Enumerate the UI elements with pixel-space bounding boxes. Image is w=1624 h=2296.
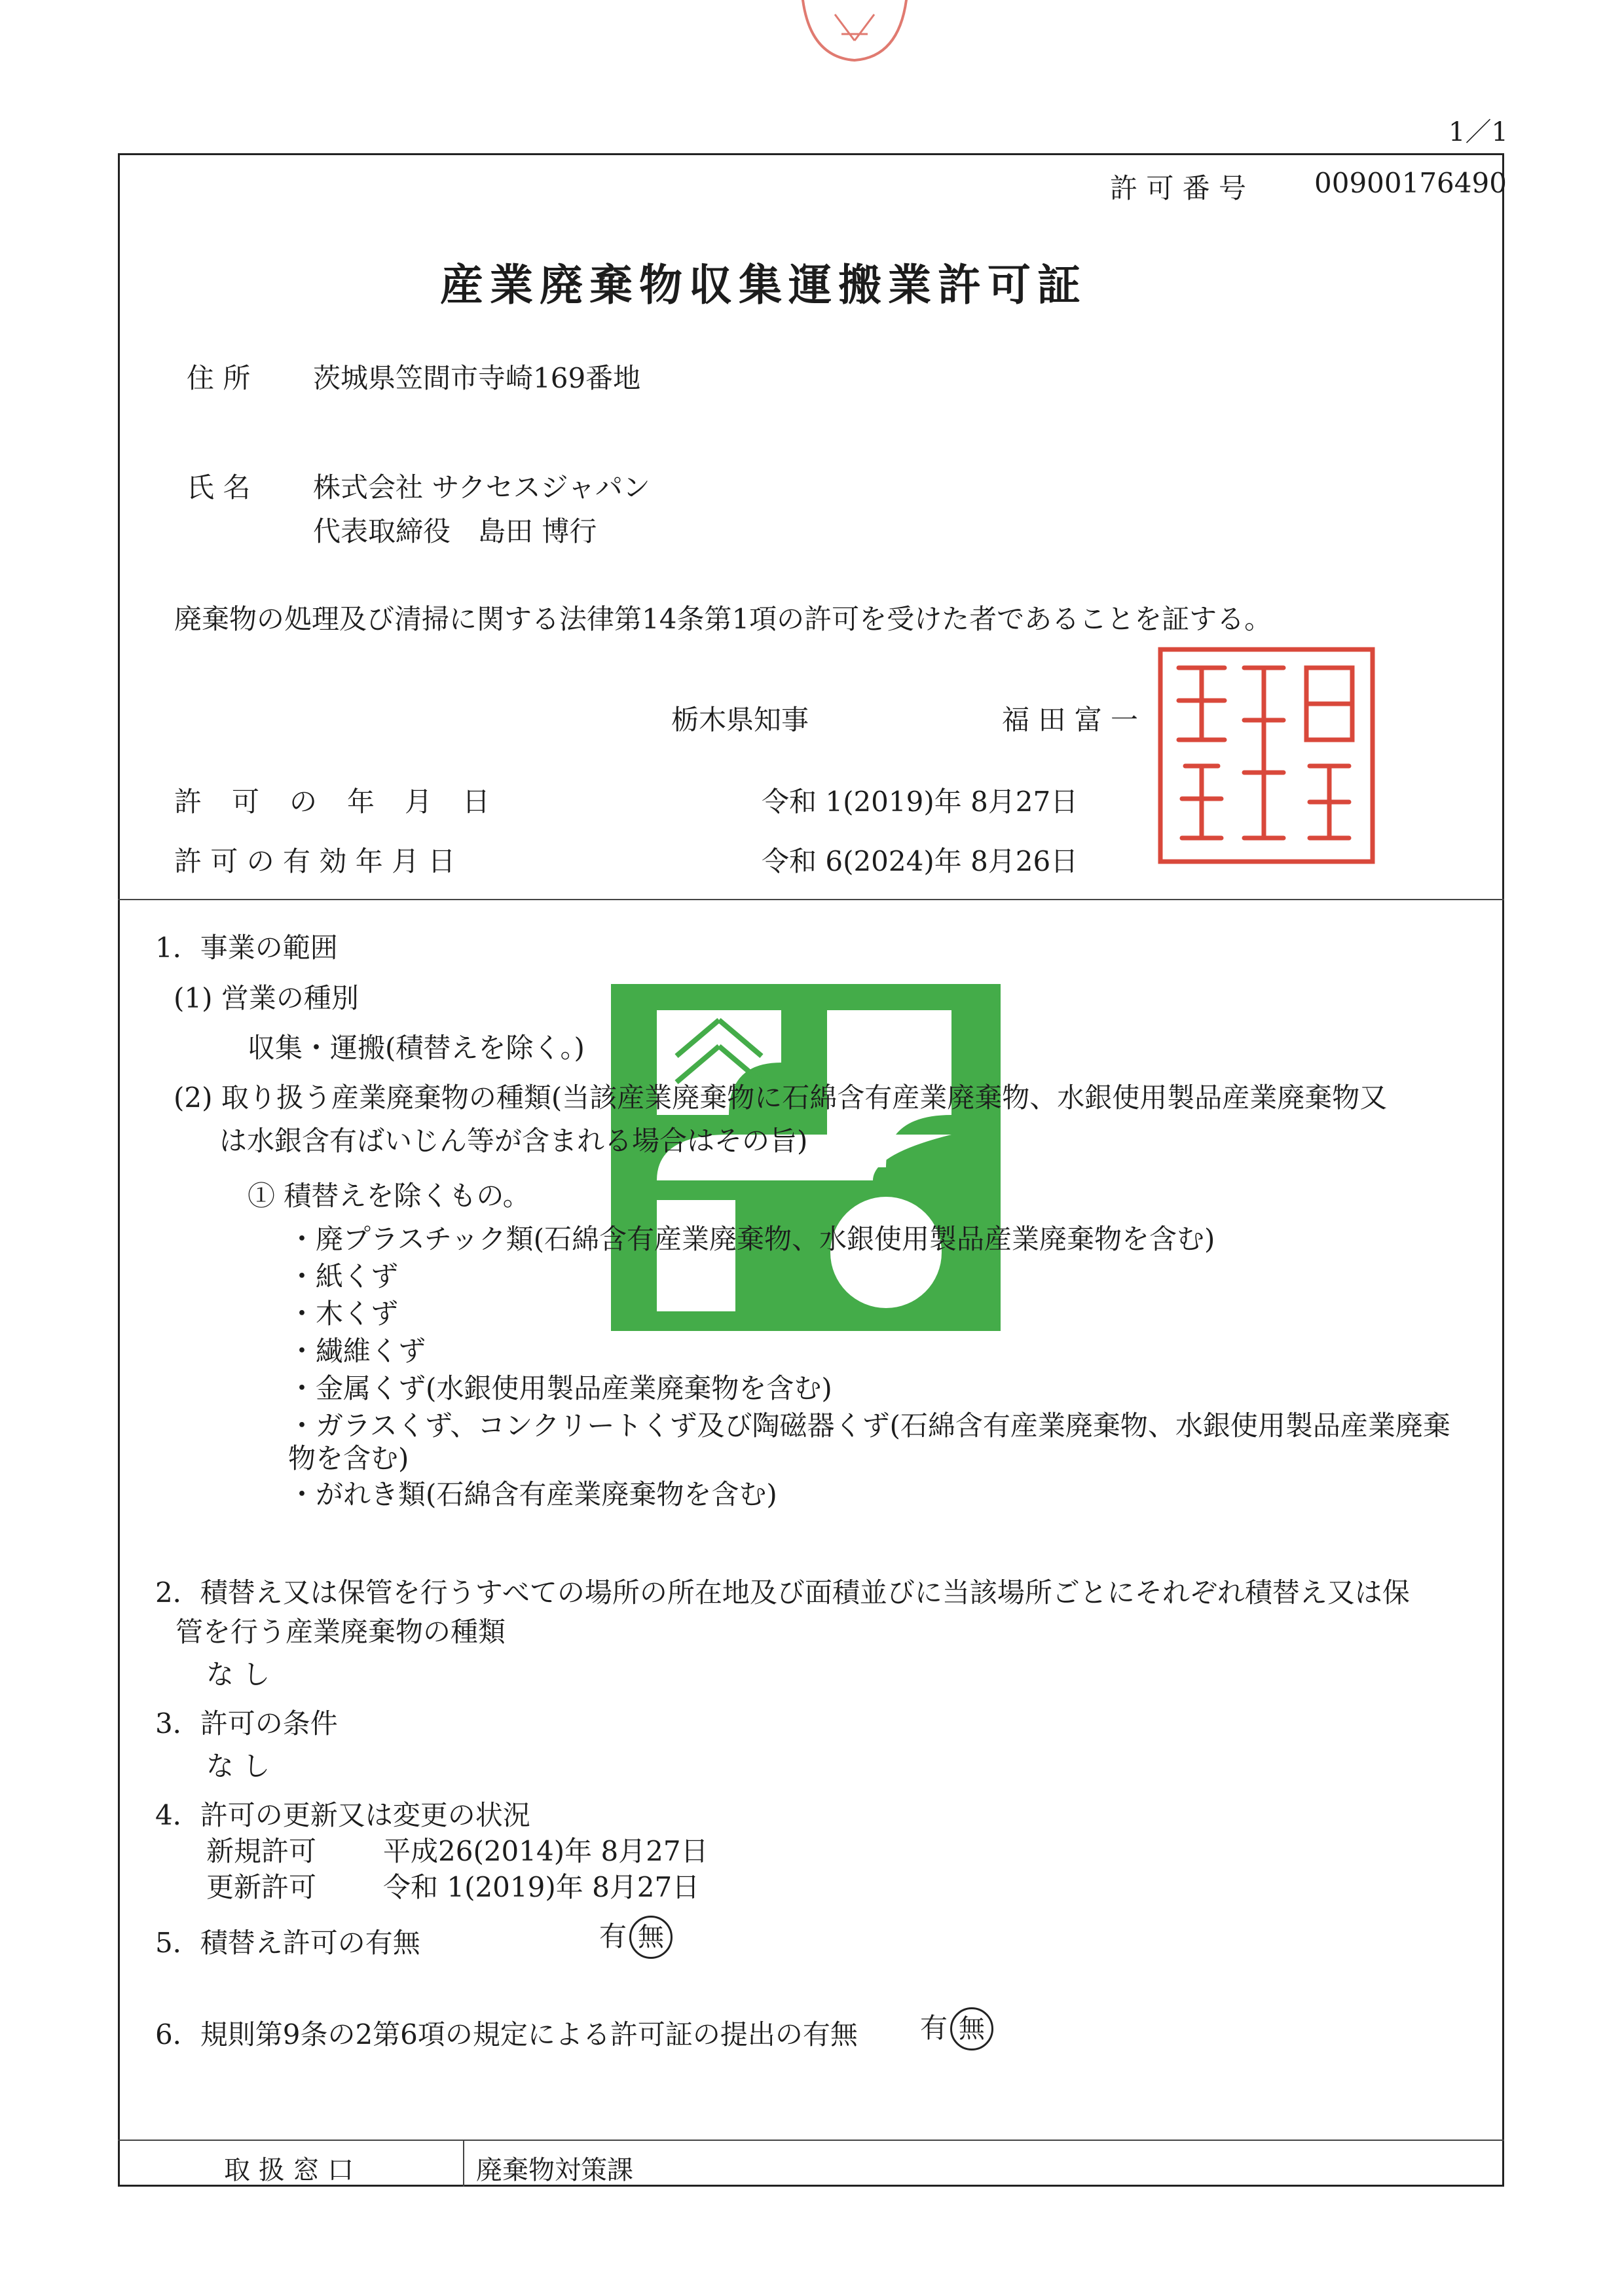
waste-item: 物を含む) — [288, 1442, 409, 1474]
waste-item: ・ガラスくず、コンクリートくず及び陶磁器くず(石綿含有産業廃棄物、水銀使用製品産業廃棄 — [288, 1410, 1450, 1442]
renewal-label: 新規許可 — [206, 1835, 317, 1867]
representative-name: 代表取締役 島田 博行 — [313, 515, 597, 547]
section4-heading: 4．許可の更新又は変更の状況 — [155, 1799, 530, 1831]
waste-item: ・繊維くず — [288, 1335, 426, 1367]
address-value: 茨城県笠間市寺崎169番地 — [313, 362, 641, 394]
address-label: 住 所 — [187, 362, 251, 394]
section6-heading: 6．規則第9条の2第6項の規定による許可証の提出の有無 — [155, 2018, 858, 2050]
governor-seal — [1153, 642, 1380, 869]
waste-item: ・がれき類(石綿含有産業廃棄物を含む) — [288, 1478, 777, 1510]
renewal-value: 令和 1(2019)年 8月27日 — [383, 1871, 700, 1903]
page-marker: 1／1 — [1449, 117, 1508, 147]
permit-date-value: 令和 1(2019)年 8月27日 — [762, 786, 1079, 818]
permit-number-label: 許 可 番 号 — [1110, 172, 1247, 204]
waste-types-heading-line1: (2) 取り扱う産業廃棄物の種類(当該産業廃棄物に石綿含有産業廃棄物、水銀使用製品産業廃棄物又 — [174, 1082, 1388, 1114]
scope-heading: 1．事業の範囲 — [155, 932, 338, 964]
renewal-label: 更新許可 — [206, 1871, 317, 1903]
waste-item: ・廃プラスチック類(石綿含有産業廃棄物、水銀使用製品産業廃棄物を含む) — [288, 1223, 1215, 1255]
waste-item: ・木くず — [288, 1298, 399, 1330]
option-yes: 有 — [599, 1920, 627, 1952]
page-title: 産業廃棄物収集運搬業許可証 — [440, 259, 1087, 310]
waste-item: ・金属くず(水銀使用製品産業廃棄物を含む) — [288, 1372, 832, 1404]
option-yes: 有 — [920, 2012, 948, 2044]
permit-date-label: 許 可 の 年 月 日 — [174, 786, 492, 818]
section6-options — [920, 2007, 993, 2050]
renewal-value: 平成26(2014)年 8月27日 — [383, 1835, 709, 1867]
valid-until-label: 許 可 の 有 効 年 月 日 — [174, 845, 456, 877]
top-seal-mark — [796, 0, 913, 72]
issuer-name: 福 田 富 一 — [1002, 704, 1139, 736]
section3-heading: 3．許可の条件 — [155, 1707, 338, 1740]
option-no-circled: 無 — [629, 1916, 673, 1959]
business-type-value: 収集・運搬(積替えを除く。) — [248, 1032, 585, 1064]
company-name: 株式会社 サクセスジャパン — [313, 471, 650, 503]
section2-line2: 管を行う産業廃棄物の種類 — [175, 1616, 506, 1648]
permit-number: 00900176490 — [1314, 167, 1507, 199]
office-label: 取 扱 窓 口 — [224, 2155, 354, 2185]
section2-line1: 2．積替え又は保管を行うすべての場所の所在地及び面積並びに当該場所ごとにそれぞれ積替え又は保 — [155, 1576, 1410, 1609]
business-type-heading: (1) 営業の種別 — [174, 982, 359, 1014]
section2-value: な し — [206, 1658, 270, 1690]
footer-cell-divider — [463, 2140, 464, 2187]
group-heading: ① 積替えを除くもの。 — [248, 1180, 530, 1212]
section3-value: な し — [206, 1750, 270, 1782]
name-label: 氏 名 — [187, 471, 251, 503]
header-divider — [118, 899, 1504, 900]
certification-statement: 廃棄物の処理及び清掃に関する法律第14条第1項の許可を受けた者であることを証する。 — [174, 603, 1272, 635]
option-no-circled: 無 — [950, 2007, 993, 2050]
section5-options — [599, 1915, 673, 1959]
issuer-title: 栃木県知事 — [671, 704, 809, 736]
valid-until-value: 令和 6(2024)年 8月26日 — [762, 845, 1079, 877]
office-value: 廃棄物対策課 — [476, 2155, 633, 2185]
footer-divider — [118, 2140, 1504, 2141]
section5-heading: 5．積替え許可の有無 — [155, 1927, 420, 1959]
waste-types-heading-line2: は水銀含有ばいじん等が含まれる場合はその旨) — [219, 1125, 808, 1157]
waste-item: ・紙くず — [288, 1260, 399, 1292]
